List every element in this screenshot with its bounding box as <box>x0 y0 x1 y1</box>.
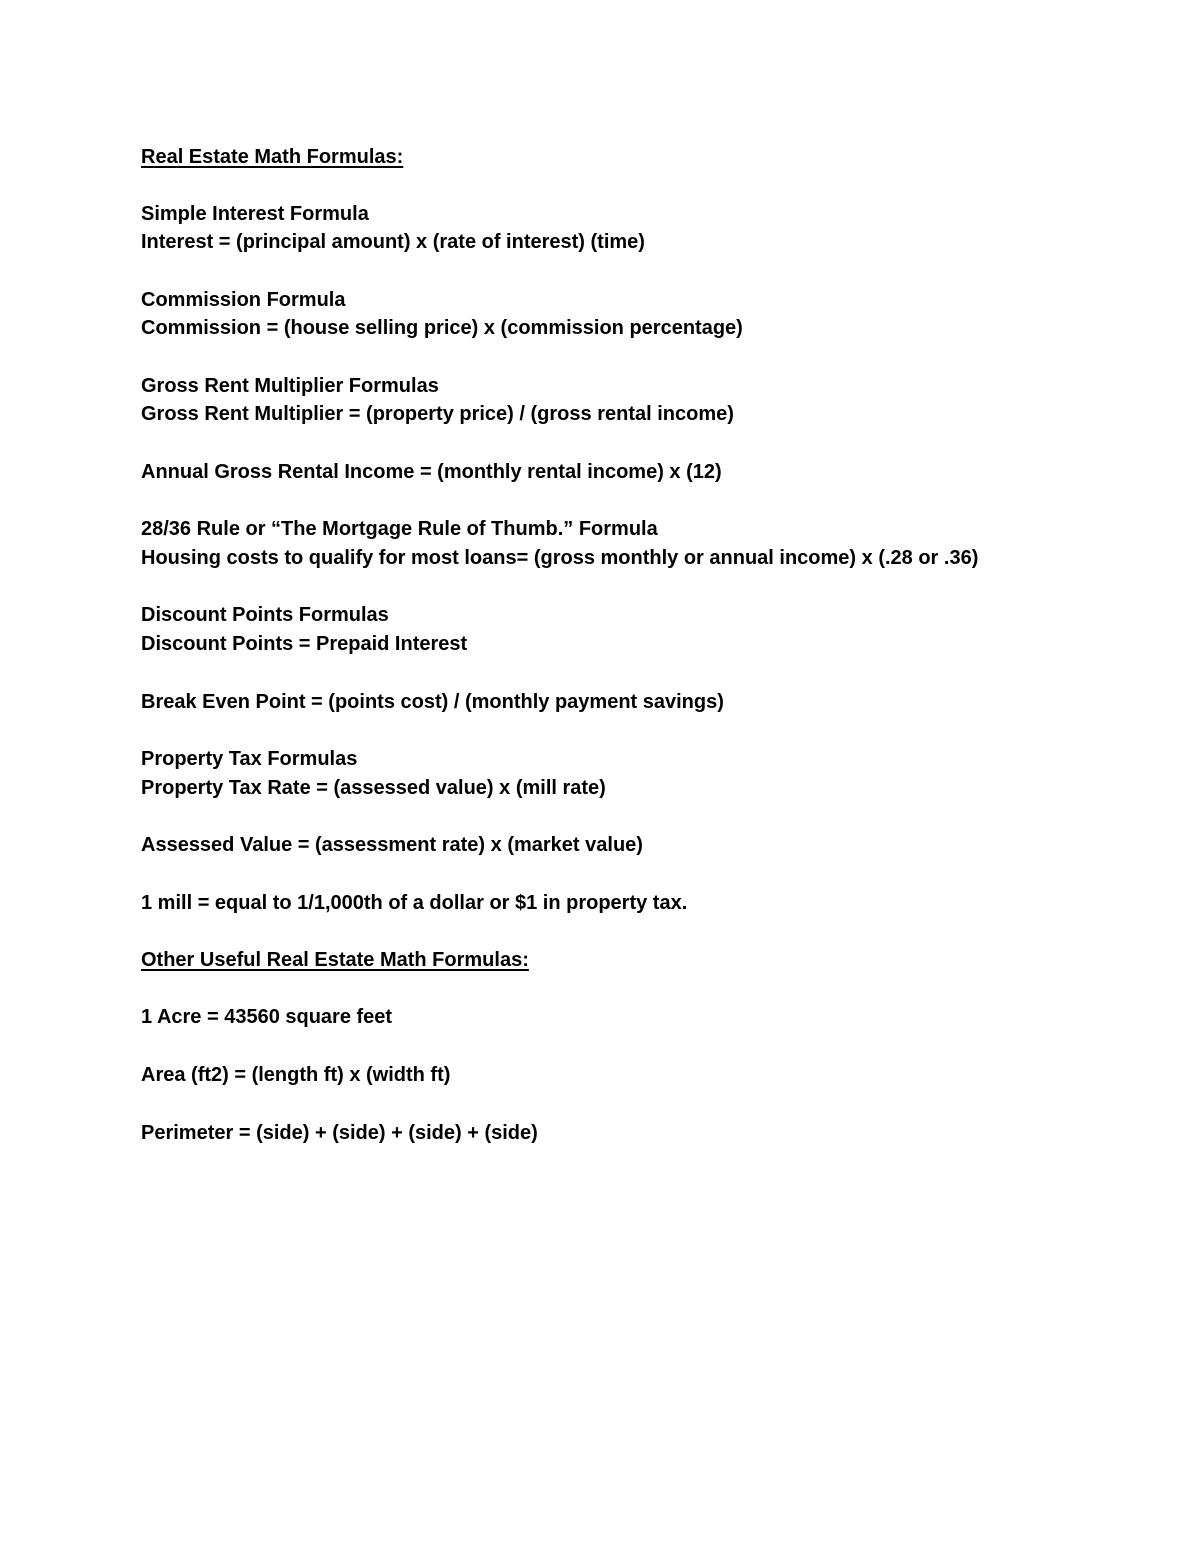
section-title-commission: Commission Formula <box>141 289 346 311</box>
formula-area: Area (ft2) = (length ft) x (width ft) <box>141 1064 451 1086</box>
formula-break-even-point: Break Even Point = (points cost) / (monthly payment savings) <box>141 691 724 713</box>
page-title: Real Estate Math Formulas: <box>141 146 404 168</box>
section-title-gross-rent-multiplier: Gross Rent Multiplier Formulas <box>141 375 439 397</box>
section-title-property-tax: Property Tax Formulas <box>141 748 358 770</box>
formula-mill-definition: 1 mill = equal to 1/1,000th of a dollar or $1 in property tax. <box>141 892 688 914</box>
section-title-discount-points: Discount Points Formulas <box>141 604 389 626</box>
section-title-simple-interest: Simple Interest Formula <box>141 203 369 225</box>
formula-gross-rent-multiplier: Gross Rent Multiplier = (property price) / (gross rental income) <box>141 403 734 425</box>
formula-perimeter: Perimeter = (side) + (side) + (side) + (side) <box>141 1122 538 1144</box>
other-formulas-heading: Other Useful Real Estate Math Formulas: <box>141 949 529 971</box>
section-title-28-36-rule: 28/36 Rule or “The Mortgage Rule of Thumb.” Formula <box>141 518 658 540</box>
formula-commission: Commission = (house selling price) x (commission percentage) <box>141 317 743 339</box>
formula-annual-gross-rental-income: Annual Gross Rental Income = (monthly rental income) x (12) <box>141 461 722 483</box>
formula-discount-points: Discount Points = Prepaid Interest <box>141 633 468 655</box>
formula-acre: 1 Acre = 43560 square feet <box>141 1006 393 1028</box>
formula-housing-costs: Housing costs to qualify for most loans= (gross monthly or annual income) x (.28 or .36) <box>141 547 979 569</box>
formula-property-tax-rate: Property Tax Rate = (assessed value) x (mill rate) <box>141 777 606 799</box>
formula-assessed-value: Assessed Value = (assessment rate) x (market value) <box>141 834 643 856</box>
formula-simple-interest: Interest = (principal amount) x (rate of interest) (time) <box>141 231 645 253</box>
